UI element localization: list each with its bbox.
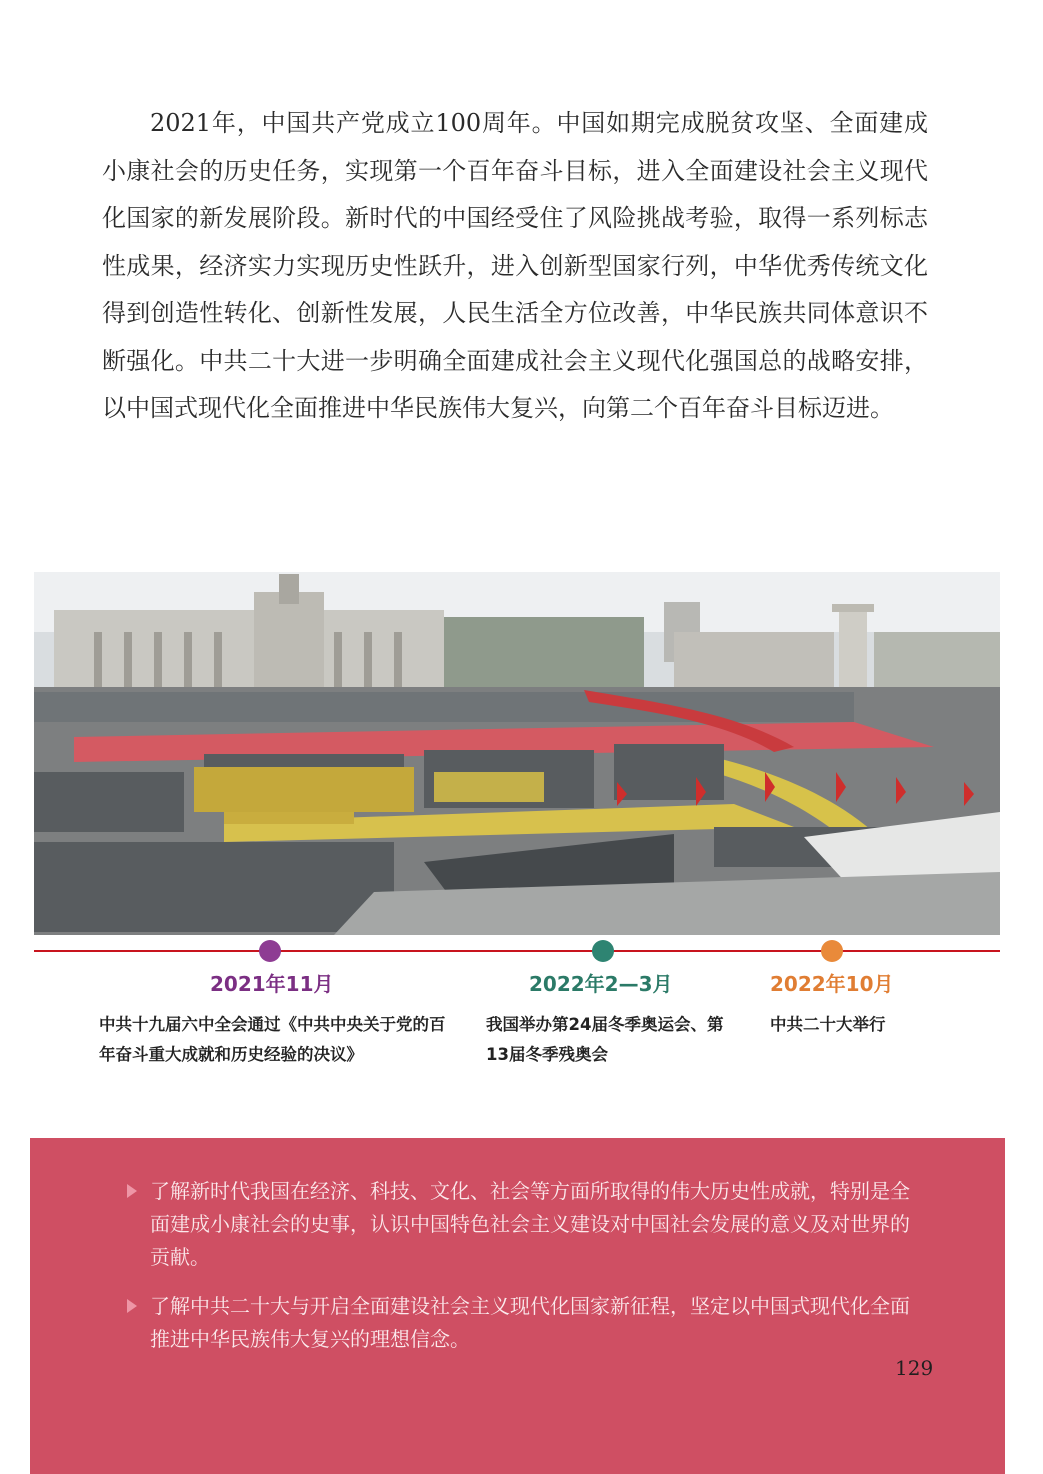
intro-paragraph bbox=[102, 100, 928, 433]
timeline-line bbox=[34, 950, 1000, 952]
page-number: 129 bbox=[895, 1356, 934, 1380]
learning-goal-text: 了解新时代我国在经济、科技、文化、社会等方面所取得的伟大历史性成就，特别是全面建成小康社会的史事，认识中国特色社会主义建设对中国社会发展的意义及对世界的贡献。 bbox=[150, 1179, 910, 1269]
photo-illustration bbox=[34, 572, 1000, 935]
learning-goal-item bbox=[122, 1175, 917, 1274]
timeline-description: 中共二十大举行 bbox=[770, 1015, 886, 1034]
learning-goal-item bbox=[122, 1290, 917, 1356]
timeline-date: 2022年10月 bbox=[770, 972, 894, 996]
timeline-description: 中共十九届六中全会通过《中共中央关于党的百年奋斗重大成就和历史经验的决议》 bbox=[99, 1015, 446, 1064]
timeline-date: 2022年2—3月 bbox=[529, 972, 673, 996]
timeline-description: 我国举办第24届冬季奥运会、第13届冬季残奥会 bbox=[486, 1015, 724, 1064]
timeline-dot-2022-10 bbox=[821, 940, 843, 962]
timeline-date: 2021年11月 bbox=[210, 972, 334, 996]
intro-text: 2021年，中国共产党成立100周年。中国如期完成脱贫攻坚、全面建成小康社会的历史任务，实现第一个百年奋斗目标，进入全面建设社会主义现代化国家的新发展阶段。新时代的中国经受住了风险挑战考验，取得一系列标志性成果，经济实力实现历史性跃升，进入创新型国家行列，中华优秀传统文化得到创造性转化、创新性发展，人民生活全方位改善，中华民族共同体意识不断强化。中共二十大进一步明确全面建成社会主义现代化强国总的战略安排，以中国式现代化全面推进中华民族伟大复兴，向第二个百年奋斗目标迈进。 bbox=[102, 109, 928, 422]
timeline-dot-2021-11 bbox=[259, 940, 281, 962]
learning-goal-text: 了解中共二十大与开启全面建设社会主义现代化国家新征程，坚定以中国式现代化全面推进中华民族伟大复兴的理想信念。 bbox=[150, 1294, 910, 1351]
tiananmen-square-celebration-photo bbox=[34, 572, 1000, 935]
timeline-dot-2022-02 bbox=[592, 940, 614, 962]
